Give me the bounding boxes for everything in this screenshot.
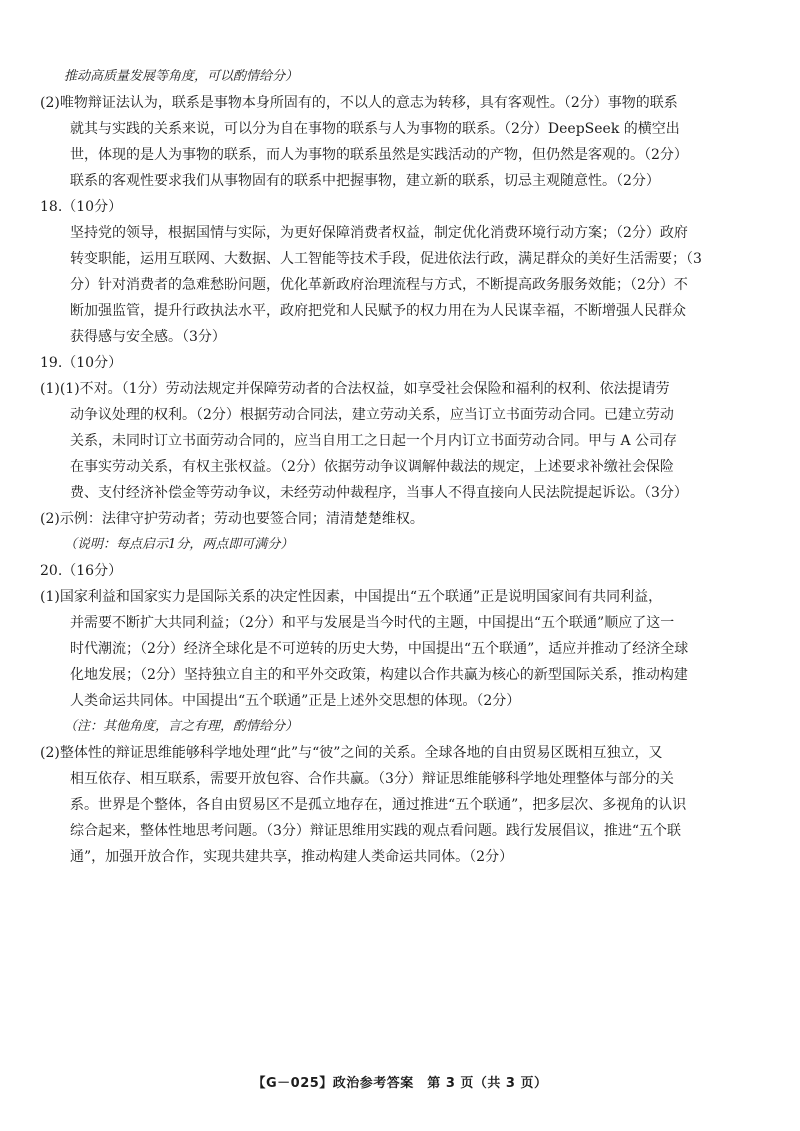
q18-body <box>40 220 770 350</box>
q17-p2-line-2: 就其与实践的关系来说，可以分为自在事物的联系与人为事物的联系。（2分）DeepSeek 的横空出 <box>70 121 680 137</box>
intro-note: 推动高质量发展等角度，可以酌情给分） <box>64 69 299 84</box>
q20-p1-line-3: 时代潮流；（2分）经济全球化是不可逆转的历史大势，中国提出“五个联通”，适应并推动了经济全球 <box>70 641 689 657</box>
q17-part2 <box>40 90 770 194</box>
q17-p2-line-3: 世，体现的是人为事物的联系，而人为事物的联系虽然是实践活动的产物，但仍然是客观的。（2分） <box>70 147 688 163</box>
q19-p1-line-5: 费、支付经济补偿金等劳动争议，未经劳动仲裁程序，当事人不得直接向人民法院提起诉讼。（3分） <box>70 485 688 501</box>
q19-note: （说明：每点启示1分，两点即可满分） <box>64 537 294 552</box>
q19-p1-line-2: 动争议处理的权利。（2分）根据劳动合同法，建立劳动关系，应当订立书面劳动合同。已建立劳动 <box>70 407 674 423</box>
q19-part1 <box>40 376 770 506</box>
q20-p2-line-4: 综合起来，整体性地思考问题。（3分）辩证思维用实践的观点看问题。践行发展倡议，推进“五个联 <box>70 823 682 839</box>
q19-p1-line-4: 在事实劳动关系，有权主张权益。（2分）依据劳动争议调解仲裁法的规定，上述要求补缴社会保险 <box>70 459 674 475</box>
q20-p1-line-5: 人类命运共同体。中国提出“五个联通”正是上述外交思想的体现。（2分） <box>70 693 521 709</box>
q20-p2-line-5: 通”，加强开放合作，实现共建共享，推动构建人类命运共同体。（2分） <box>70 849 514 865</box>
q20-p2-line-3: 系。世界是个整体，各自由贸易区不是孤立地存在，通过推进“五个联通”，把多层次、多视角的认识 <box>70 797 687 813</box>
q20-p2-line-2: 相互依存、相互联系，需要开放包容、合作共赢。（3分）辩证思维能够科学地处理整体与部分的关 <box>70 771 674 787</box>
q18-line-5: 获得感与安全感。（3分） <box>70 329 226 345</box>
answer-page <box>40 64 770 870</box>
q20-p1-line-1: (1)国家利益和国家实力是国际关系的决定性因素，中国提出“五个联通”正是说明国家间有共同利益， <box>40 589 663 605</box>
q20-note: （注：其他角度，言之有理，酌情给分） <box>64 719 299 734</box>
q17-p2-line-1: (2)唯物辩证法认为，联系是事物本身所固有的，不以人的意志为转移，具有客观性。（2分）事物的联系 <box>40 95 678 111</box>
q18-line-3: 分）针对消费者的急难愁盼问题，优化革新政府治理流程与方式，不断提高政务服务效能；（2分）不 <box>70 277 688 293</box>
q19-header: 19.（10分） <box>40 355 123 371</box>
q20-header: 20.（16分） <box>40 563 123 579</box>
q18-line-1: 坚持党的领导，根据国情与实际，为更好保障消费者权益，制定优化消费环境行动方案；（2分）政府 <box>70 225 688 241</box>
q20-p1-line-4: 化地发展；（2分）坚持独立自主的和平外交政策，构建以合作共赢为核心的新型国际关系，推动构建 <box>70 667 688 683</box>
q19-p1-line-1: (1)(1)不对。（1分）劳动法规定并保障劳动者的合法权益，如享受社会保险和福利的权利、依法提请劳 <box>40 381 670 397</box>
q19-p2-line-1: (2)示例：法律守护劳动者；劳动也要签合同；清清楚楚维权。 <box>40 511 424 527</box>
q20-part1 <box>40 584 770 714</box>
page-footer: 【G－025】政治参考答案 第 3 页（共 3 页） <box>252 1076 548 1091</box>
q20-p2-line-1: (2)整体性的辩证思维能够科学地处理“此”与“彼”之间的关系。全球各地的自由贸易区既相互独立，又 <box>40 745 663 761</box>
q20-part2 <box>40 740 770 870</box>
q18-header: 18.（10分） <box>40 199 123 215</box>
q17-p2-line-4: 联系的客观性要求我们从事物固有的联系中把握事物，建立新的联系，切忌主观随意性。（2分） <box>70 173 660 189</box>
q18-line-2: 转变职能，运用互联网、大数据、人工智能等技术手段，促进依法行政，满足群众的美好生活需要；（3 <box>70 251 702 267</box>
q19-p1-line-3: 关系，未同时订立书面劳动合同的，应当自用工之日起一个月内订立书面劳动合同。甲与 A 公司存 <box>70 433 678 449</box>
q20-p1-line-2: 并需要不断扩大共同利益；（2分）和平与发展是当今时代的主题，中国提出“五个联通”顺应了这一 <box>70 615 675 631</box>
q18-line-4: 断加强监管，提升行政执法水平，政府把党和人民赋予的权力用在为人民谋幸福，不断增强人民群众 <box>70 303 686 319</box>
